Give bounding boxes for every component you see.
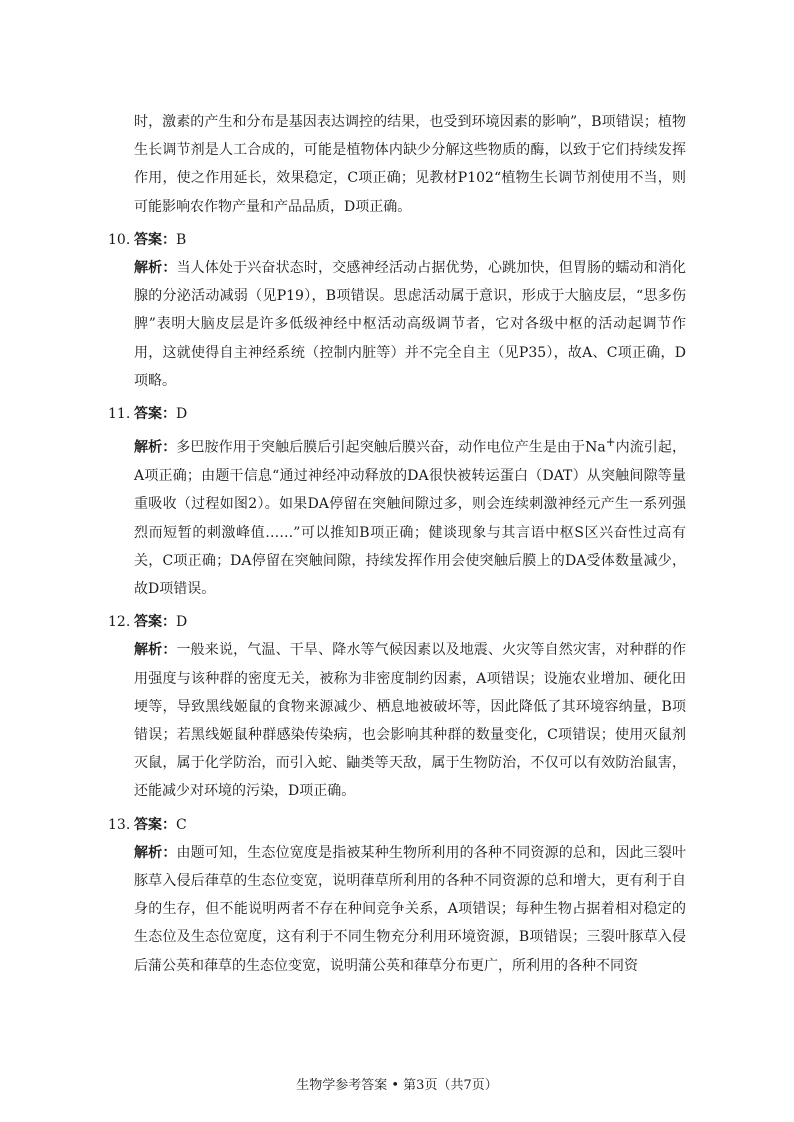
question-item-10 bbox=[108, 226, 686, 395]
page-content bbox=[108, 108, 686, 980]
answer-value: D bbox=[176, 614, 188, 631]
question-number: 11. bbox=[108, 406, 131, 423]
question-item-13 bbox=[108, 811, 686, 980]
analysis-text-part2: 内流引起，A项正确；由题干信息“通过神经冲动释放的DA很快被转运蛋白（DAT）从突触间隙等量重吸收（过程如图2）。如果DA停留在突触间隙过多，则会连续刺激神经元产生一系列强烈而短暂的刺激峰值……”可以推知B项正确；健谈现象与其言语中枢S区兴奋性过高有关，C项正确；DA停留在突触间隙，持续发挥作用会使突触后膜上的DA受体数量减少，故D项错误。 bbox=[134, 439, 687, 597]
question-number: 10. bbox=[108, 231, 131, 248]
answer-value: B bbox=[176, 231, 187, 248]
analysis-text: 由题可知，生态位宽度是指被某种生物所利用的各种不同资源的总和，因此三裂叶豚草入侵后葎草的生态位变宽，说明葎草所利用的各种不同资源的总和增大，更有利于自身的生存，但不能说明两者不存在种间竞争关系，A项错误；每种生物占据着相对稳定的生态位及生态位宽度，这有利于不同生物充分利用环境资源，B项错误；三裂叶豚草入侵后蒲公英和葎草的生态位变宽，说明蒲公英和葎草分布更广，所利用的各种不同资 bbox=[134, 844, 687, 974]
answer-label: 答案： bbox=[134, 231, 176, 248]
analysis-label: 解析： bbox=[134, 260, 177, 277]
analysis-label: 解析： bbox=[134, 844, 177, 861]
analysis-label: 解析： bbox=[134, 439, 177, 456]
answer-line bbox=[108, 400, 686, 428]
continued-paragraph: 时，激素的产生和分布是基因表达调控的结果，也受到环境因素的影响”，B项错误；植物生长调节剂是人工合成的，可能是植物体内缺少分解这些物质的酶，以致于它们持续发挥作用，使之作用延长，效果稳定，C项正确；见教材P102“植物生长调节剂使用不当，则可能影响农作物产量和产品品质，D项正确。 bbox=[134, 114, 686, 215]
question-item-12 bbox=[108, 608, 686, 805]
answer-label: 答案： bbox=[134, 614, 176, 631]
analysis-paragraph bbox=[108, 254, 686, 395]
answer-line bbox=[108, 608, 686, 636]
answer-value: C bbox=[176, 816, 187, 833]
answer-line bbox=[108, 226, 686, 254]
superscript-plus: + bbox=[605, 435, 616, 450]
answer-label: 答案： bbox=[134, 816, 176, 833]
question-number: 13. bbox=[108, 816, 131, 833]
analysis-paragraph bbox=[108, 636, 686, 805]
analysis-paragraph bbox=[108, 428, 686, 603]
analysis-text-part1: 多巴胺作用于突触后膜后引起突触后膜兴奋，动作电位产生是由于Na bbox=[176, 439, 606, 456]
analysis-label: 解析： bbox=[134, 642, 177, 659]
question-item-11 bbox=[108, 400, 686, 603]
page-footer: 生物学参考答案 • 第3页（共7页） bbox=[296, 1078, 498, 1093]
answer-value: D bbox=[176, 406, 188, 423]
analysis-paragraph bbox=[108, 839, 686, 980]
answer-line bbox=[108, 811, 686, 839]
question-number: 12. bbox=[108, 614, 131, 631]
analysis-text: 一般来说，气温、干旱、降水等气候因素以及地震、火灾等自然灾害，对种群的作用强度与该种群的密度无关，被称为非密度制约因素，A项错误；设施农业增加、硬化田埂等，导致黑线姬鼠的食物来源减少、栖息地被破坏等，因此降低了其环境容纳量，B项错误；若黑线姬鼠种群感染传染病，也会影响其种群的数量变化，C项错误；使用灭鼠剂灭鼠，属于化学防治，而引入蛇、鼬类等天敌，属于生物防治，不仅可以有效防治鼠害，还能减少对环境的污染，D项正确。 bbox=[134, 642, 687, 800]
answer-label: 答案： bbox=[134, 406, 176, 423]
analysis-text: 当人体处于兴奋状态时，交感神经活动占据优势，心跳加快，但胃肠的蠕动和消化腺的分泌活动减弱（见P19），B项错误。思虑活动属于意识，形成于大脑皮层，“思多伤脾”表明大脑皮层是许多低级神经中枢活动高级调节者，它对各级中枢的活动起调节作用，这就使得自主神经系统（控制内脏等）并不完全自主（见P35），故A、C项正确，D项略。 bbox=[134, 260, 687, 389]
